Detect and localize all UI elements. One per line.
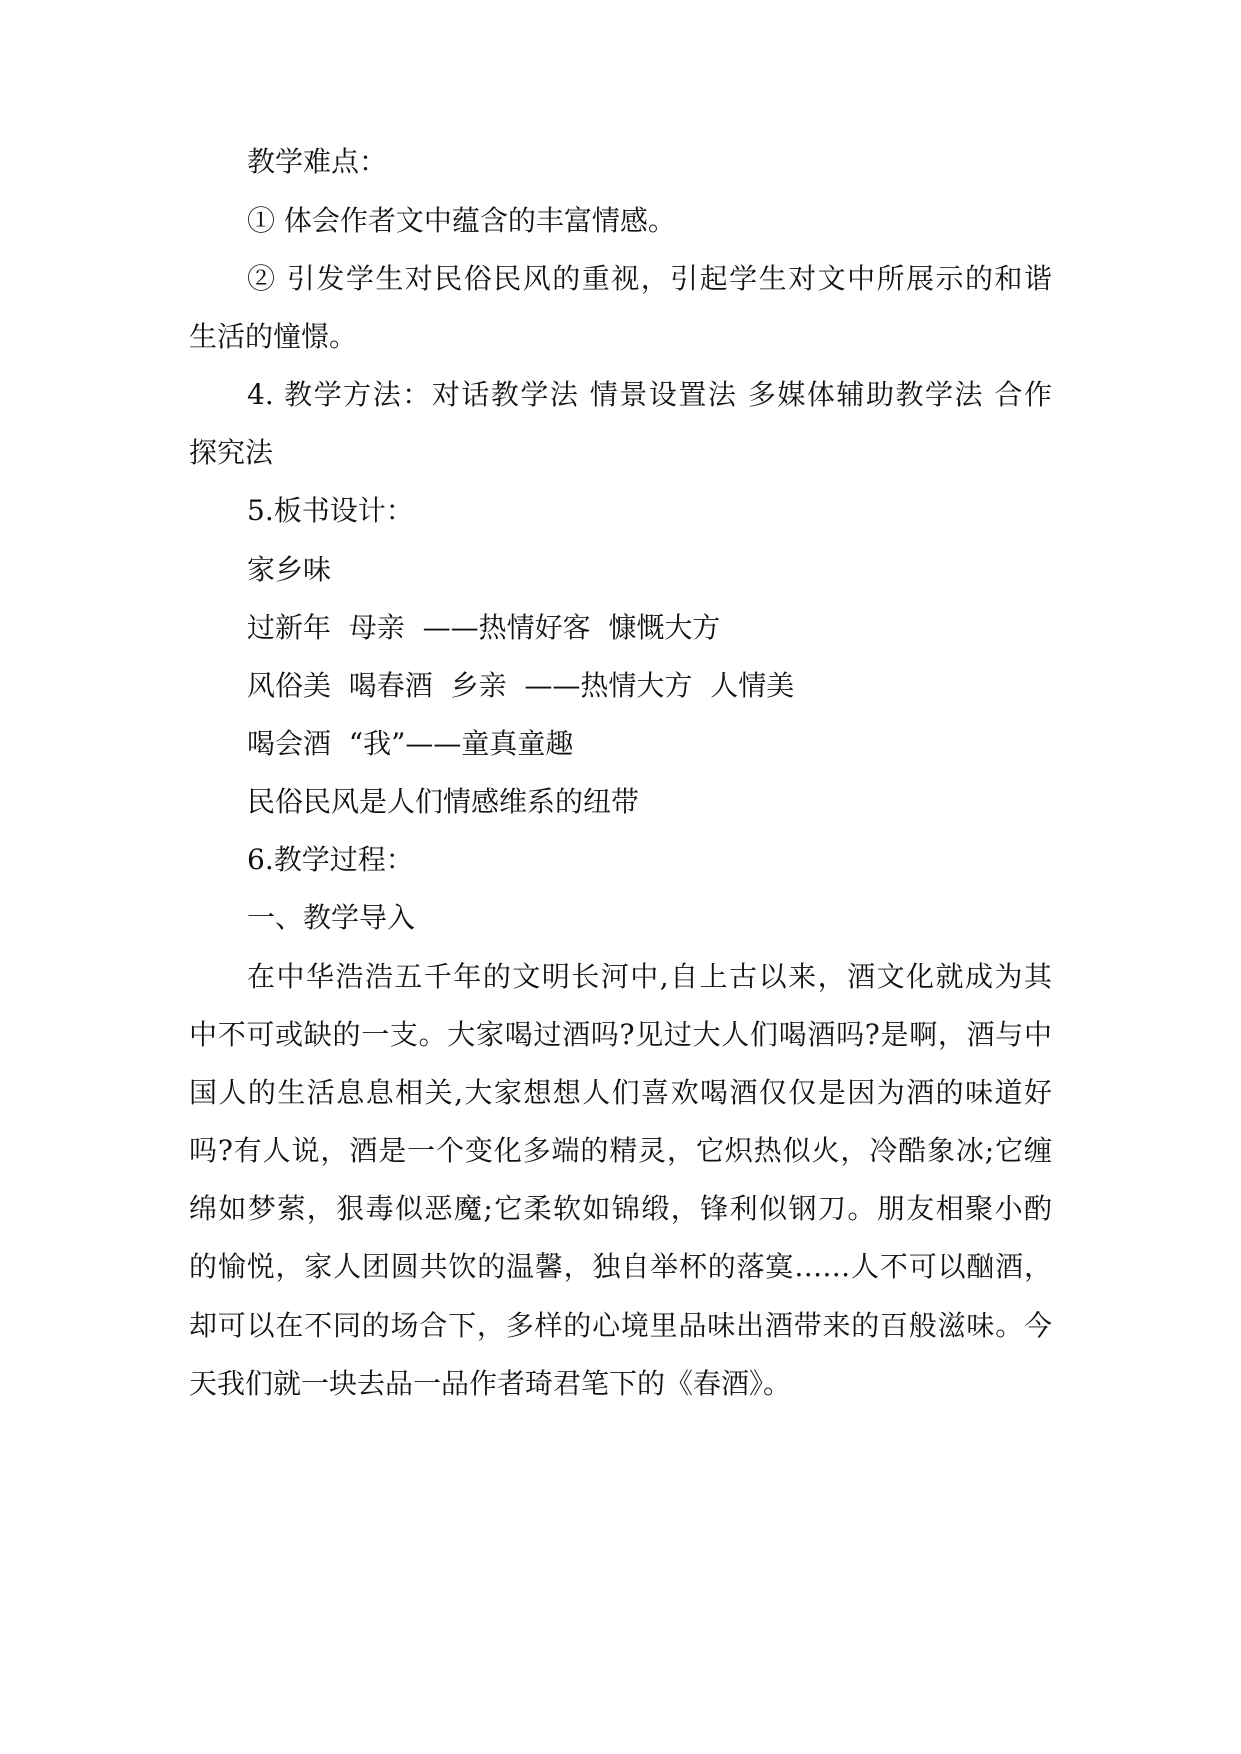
heading-teaching-process: 6.教学过程： [247, 843, 414, 876]
difficulty-item-2-line-2: 生活的憧憬。 [189, 320, 358, 353]
paragraph-line-6: 的愉悦，家人团圆共饮的温馨，独自举杯的落寞……人不可以酗酒， [189, 1250, 1052, 1283]
board-line-1: 过新年 母亲 ——热情好客 慷慨大方 [247, 611, 721, 644]
board-title: 家乡味 [247, 553, 332, 586]
paragraph-line-3: 国人的生活息息相关,大家想想人们喜欢喝酒仅仅是因为酒的味道好 [189, 1076, 1052, 1109]
paragraph-line-1: 在中华浩浩五千年的文明长河中,自上古以来，酒文化就成为其 [247, 960, 1052, 993]
difficulty-item-1: ① 体会作者文中蕴含的丰富情感。 [247, 204, 676, 237]
heading-board-design: 5.板书设计： [247, 494, 414, 527]
paragraph-line-4: 吗?有人说，酒是一个变化多端的精灵，它炽热似火，冷酷象冰;它缠 [189, 1134, 1052, 1167]
difficulty-item-2-line-1: ② 引发学生对民俗民风的重视，引起学生对文中所展示的和谐 [247, 262, 1052, 295]
section-teaching-intro: 一、教学导入 [247, 901, 416, 934]
paragraph-line-5: 绵如梦萦，狠毒似恶魔;它柔软如锦缎，锋利似钢刀。朋友相聚小酌 [189, 1192, 1052, 1225]
board-line-4: 民俗民风是人们情感维系的纽带 [247, 785, 640, 818]
heading-teaching-difficulties: 教学难点： [247, 145, 388, 178]
board-line-3: 喝会酒 “我”——童真童趣 [247, 727, 574, 760]
board-line-2: 风俗美 喝春酒 乡亲 ——热情大方 人情美 [247, 669, 795, 702]
paragraph-line-7: 却可以在不同的场合下，多样的心境里品味出酒带来的百般滋味。今 [189, 1309, 1052, 1342]
teaching-methods-line-1: 4. 教学方法：对话教学法 情景设置法 多媒体辅助教学法 合作 [247, 378, 1052, 411]
paragraph-line-8: 天我们就一块去品一品作者琦君笔下的《春酒》。 [189, 1367, 792, 1400]
teaching-methods-line-2: 探究法 [189, 436, 274, 469]
paragraph-line-2: 中不可或缺的一支。大家喝过酒吗?见过大人们喝酒吗?是啊，酒与中 [189, 1018, 1052, 1051]
